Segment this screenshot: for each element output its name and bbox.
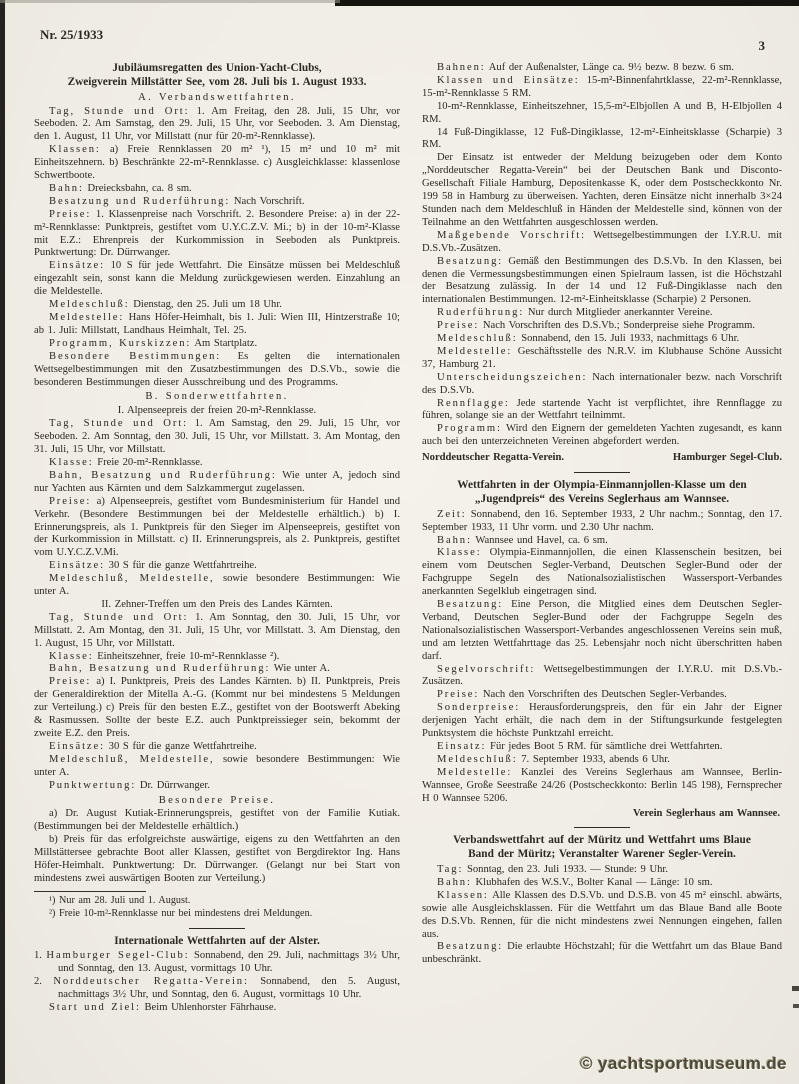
paragraph: [422, 509, 782, 535]
paragraph: [34, 418, 400, 457]
club-name: Hamburger Segel-Club:: [46, 950, 190, 962]
section-heading-a: A. Verbandswettfahrten.: [138, 91, 296, 103]
paragraph: [422, 877, 782, 890]
field-text: Eine Person, die Mitglied eines dem Deutschen Segler-Verband, Deutschen Segler-Bund oder der Fachgruppe Segeln des Nationalsozialistischen Wassersport-Verbandes angeschlossenen Vereins sein muß, und am letzten Wettfahrttage das 25. Lebensjahr noch nicht überschritten haben darf.: [422, 599, 783, 662]
scan-edge-top: [335, 0, 799, 6]
paragraph: [34, 496, 400, 561]
field-text: 10 S für jede Wettfahrt. Die Einsätze müssen bei Meldeschluß eingezahlt sein, sonst kann die Meldung zurückgewiesen werden. Einzahlung an die Meldestelle.: [34, 260, 400, 298]
field-label: Unterscheidungszeichen:: [437, 371, 588, 383]
field-text: 15-m²-Binnenfahrtklasse, 22-m²-Rennklasse, 15-m²-Rennklasse 5 RM.: [422, 74, 782, 99]
paragraph: [34, 676, 400, 741]
field-label: Bahn:: [437, 534, 472, 546]
field-label: Programm, Kurskizzen:: [49, 337, 192, 349]
paragraph: [34, 457, 400, 470]
mueritz-article-title-line: Band der Müritz; Veranstalter Warener Segler-Verein.: [468, 848, 736, 861]
field-text: Kanzlei des Vereins Seglerhaus am Wannsee, Berlin-Wannsee, Große Seestraße 24/26 (Postscheckkonto: Berlin 145 198), Fernsprecher H 0 Wannsee 5206.: [422, 766, 782, 804]
field-text: 30 S für die ganze Wettfahrtreihe.: [108, 560, 257, 572]
list-number: 2.: [34, 976, 42, 988]
paragraph: [422, 890, 782, 942]
field-text: Nach den Vorschriften des Deutschen Segler-Verbandes.: [482, 689, 727, 701]
field-text: Nur durch Mitglieder anerkannter Vereine.: [527, 307, 713, 319]
paragraph: [34, 106, 400, 145]
footnote: ¹) Nur am 28. Juli und 1. August.: [49, 894, 191, 906]
paragraph: [34, 338, 400, 351]
article-divider: [574, 472, 630, 473]
field-text: Dr. Dürrwanger.: [139, 779, 210, 791]
signature-club: Verein Seglerhaus am Wannsee.: [632, 807, 780, 819]
field-label: Bahn, Besatzung und Ruderführung:: [49, 663, 271, 675]
field-text: Wie unter A.: [273, 663, 330, 675]
field-text: Wettsegelbestimmungen der I.Y.R.U. mit D.S.Vb.-Zusätzen.: [422, 663, 782, 688]
field-text: 7. September 1933, abends 6 Uhr.: [521, 753, 670, 765]
field-text: Wettsegelbestimmungen der I.Y.R.U. mit D.S.Vb.-Zusätzen.: [422, 229, 783, 254]
paragraph: [422, 547, 782, 599]
field-label: Klasse:: [49, 650, 94, 662]
paragraph: [422, 689, 782, 702]
field-text: Gemäß den Bestimmungen des D.S.Vb. In den Klassen, bei denen die Vermessungsbestimmungen einen Spielraum lassen, ist die Höchstzahl der Besatzung zulässig. In der 14 und 12 Fuß-Dingiklasse nach den internationalen Bestimmungen. 12-m²-Einheitsklasse (Scharpie) 2 Personen.: [422, 255, 783, 306]
field-text: Geschäftsstelle des N.R.V. im Klubhause Schöne Aussicht 37, Hamburg 21.: [422, 345, 782, 370]
issue-number: Nr. 25/1933: [40, 27, 104, 42]
field-text: a) Dr. August Kutiak-Erinnerungspreis, gestiftet von der Familie Kutiak. (Bestimmungen bei der Meldestelle erhältlich.): [34, 808, 400, 833]
field-label: Tag, Stunde und Ort:: [49, 418, 189, 430]
field-label: Tag:: [437, 864, 464, 876]
field-text: Wie unter A, jedoch sind nur Yachten aus Kärnten und dem Salzkammergut zugelassen.: [34, 469, 400, 494]
field-text: 1. Klassenpreise nach Vorschrift. 2. Besondere Preise: a) in der 22-m²-Rennklasse: Punktpreis, gestiftet vom U.Y.C.Z.V. Mi.; b) in der 10-m²-Klasse mit E.Z.: Ehrenpreis der Kurkommission in Seeboden als Punktpreis. Punktwertung: Dr. Dürrwanger.: [34, 208, 400, 259]
field-label: Preise:: [49, 676, 92, 688]
field-text: Sonnabend, den 29. Juli, nachmittags 3½ Uhr, und Sonntag, den 13. August, vormittags 10 Uhr.: [58, 950, 400, 975]
article-divider: [189, 928, 245, 929]
field-label: Meldestelle:: [437, 766, 513, 778]
paragraph: [34, 351, 400, 390]
paragraph: [422, 535, 782, 548]
paragraph: [422, 754, 782, 767]
right-column: [422, 62, 782, 1015]
paragraph: [422, 152, 782, 229]
field-label: Bahn, Besatzung und Ruderführung:: [49, 469, 277, 481]
paragraph: [422, 767, 782, 806]
mueritz-article-title-line: Verbandswettfahrt auf der Müritz und Wettfahrt ums Blaue: [453, 834, 751, 847]
signature-club-left: Norddeutscher Regatta-Verein.: [422, 452, 565, 464]
field-label: Preise:: [437, 689, 480, 701]
field-label: Bahn:: [437, 876, 472, 888]
field-text: Alle Klassen des D.S.Vb. und D.S.B. von 45 m² einschl. abwärts, sowie alle Ausgleichsklassen. Für die Wettfahrt um das Blaue Band alle Boote des D.S.Vb. Rennen, für die nicht mindestens zwei Nennungen eingehen, fallen aus.: [422, 889, 782, 940]
field-text: a) Freie Rennklassen 20 m² ¹), 15 m² und 10 m² mit Einheitszehnern. b) Beschränkte 22-m²-Rennklasse. c) Ausgleichklasse: klassenlose Schwertboote.: [34, 144, 401, 182]
field-label: Preise:: [49, 208, 92, 220]
field-label: Einsätze:: [49, 260, 105, 272]
paragraph: [422, 398, 782, 424]
article-divider: [574, 827, 630, 828]
field-text: 14 Fuß-Dingiklasse, 12 Fuß-Dingiklasse, 12-m²-Einheitsklasse (Scharpie) 3 RM.: [422, 126, 782, 151]
field-label: Segelvorschrift:: [437, 663, 536, 675]
field-label: Meldestelle:: [437, 345, 513, 357]
scan-edge-left: [0, 0, 5, 1084]
paragraph: [34, 560, 400, 573]
field-label: Bahnen:: [437, 62, 486, 73]
list-item: [34, 976, 400, 1002]
paragraph: [422, 864, 782, 877]
watermark: © yachtsportmuseum.de: [579, 1054, 787, 1073]
field-text: Nach Vorschrift.: [233, 195, 305, 207]
section-heading-b: B. Sonderwettfahrten.: [145, 391, 289, 403]
field-text: Jede startende Yacht ist verpflichtet, ihre Rennflagge zu führen, solange sie an der Wettfahrt teilnimmt.: [422, 397, 782, 422]
paragraph: [422, 702, 782, 741]
scan-edge-top-faint: [0, 0, 340, 3]
field-text: Wird den Eignern der gemeldeten Yachten zugesandt, es kann auch bei den unterzeichneten Vereinen abgefordert werden.: [422, 423, 782, 448]
field-label: Besatzung:: [437, 941, 504, 953]
field-label: Klassen:: [49, 144, 101, 156]
field-text: Hans Höfer-Heimhalt, bis 1. Juli: Wien III, Hintzerstraße 10; ab 1. Juli: Millstatt, Landhaus Heimhalt, Tel. 25.: [34, 312, 400, 336]
article-title-line: Zweigverein Millstätter See, vom 28. Juli bis 1. August 1933.: [67, 75, 367, 88]
field-label: Tag, Stunde und Ort:: [49, 611, 189, 623]
paragraph: [34, 663, 400, 676]
field-text: a) I. Punktpreis, Preis des Landes Kärnten. b) II. Punktpreis, Preis der Generaldirektion der Mitella A.-G. (Kommt nur bei mindestens 5 Meldungen zur Verteilung.) c) Preis für den besten E.Z., gestiftet von der Bootswerft Abeking & Rasmussen. Sollte der beste E.Z. auch Punktpreissieger sein, bekommt der zweite E.Z. den Preis.: [34, 676, 400, 739]
paragraph: [422, 256, 782, 308]
field-text: 1. Am Freitag, den 28. Juli, 15 Uhr, vor Seeboden. 2. Am Samstag, den 29. Juli, 15 Uhr, vor Seeboden. 3. Am Dienstag, den 1. August, 11 Uhr, vor Millstatt (nur für 20-m²-Rennklasse).: [34, 105, 400, 143]
field-text: Nach internationaler bezw. nach Vorschrift des D.S.Vb.: [422, 371, 782, 396]
field-text: b) Preis für das erfolgreichste auswärtige, eigens zu den Wettfahrten an den Millstättersee gebrachte Boot aller Klassen, gestiftet von Bergdirektor Ing. Hans Höfer-Heimhalt. Punktwertung: Dr. Dürrwanger. (Gelangt nur bei Start von mindestens zwei auswärtigen Booten zur Verteilung.): [34, 834, 400, 884]
left-column: [34, 62, 400, 1015]
paragraph: [422, 75, 782, 101]
field-text: Dreiecksbahn, ca. 8 sm.: [87, 182, 192, 194]
list-item: [34, 950, 400, 976]
field-label: Einsätze:: [49, 740, 105, 752]
paragraph: [34, 183, 400, 196]
field-text: sowie besondere Bestimmungen: Wie unter A.: [34, 573, 400, 598]
field-text: Einheitszehner, freie 10-m²-Rennklasse ²).: [97, 650, 280, 662]
signature-club-right: Hamburger Segel-Club.: [672, 452, 782, 464]
field-label: Meldestelle:: [49, 312, 125, 323]
field-text: Der Einsatz ist entweder der Meldung beizugeben oder dem Konto „Norddeutscher Regatta-Verein“ bei der Deutschen Bank und Disconto-Gesellschaft Filiale Hamburg, Depositenkasse K, oder dem Postscheckkonto Nr. 199 58 in Hamburg zu überweisen. Yachten, deren Einsätze nicht innerhalb 3×24 Stunden nach dem Meldeschluß in Händen der Meldestelle sind, können von der Teilnahme an den Wettfahrten ausgeschlossen werden.: [422, 152, 782, 228]
signature-row: [422, 452, 782, 465]
field-text: 1. Am Sonntag, den 30. Juli, 15 Uhr, vor Millstatt. 2. Am Montag, den 31. Juli, 15 Uhr, vor Millstatt. 3. Am Dienstag, den 1. August, 15 Uhr, vor Millstatt.: [34, 611, 400, 649]
field-label: Maßgebende Vorschrift:: [437, 229, 586, 241]
paragraph: [422, 62, 782, 75]
field-label: Programm:: [437, 423, 502, 435]
paragraph: [34, 260, 400, 299]
paragraph: [34, 780, 400, 793]
paragraph: [34, 651, 400, 664]
field-label: Einsatz:: [437, 741, 487, 752]
scan-edge-mark: [792, 986, 799, 991]
paragraph: [34, 299, 400, 312]
paragraph: [34, 808, 400, 834]
footnote-rule: [34, 891, 146, 892]
field-text: Dienstag, den 25. Juli um 18 Uhr.: [133, 299, 282, 311]
field-label: Klasse:: [437, 547, 482, 559]
article-title-line: Jubiläumsregatten des Union-Yacht-Clubs,: [112, 62, 322, 74]
paragraph: [422, 230, 782, 256]
paragraph: [422, 101, 782, 127]
list-number: 1.: [34, 950, 42, 962]
field-label: Start und Ziel:: [49, 1002, 141, 1014]
field-text: Sonnabend, den 16. September 1933, 2 Uhr nachm.; Sonntag, den 17. September 1933, 11 Uhr vorm. und 2.30 Uhr nachm.: [422, 508, 782, 533]
field-label: Zeit:: [437, 508, 467, 520]
paragraph: [34, 754, 400, 780]
paragraph: [422, 372, 782, 398]
wannsee-article-title-line: Wettfahrten in der Olympia-Einmannjollen-Klasse um den: [457, 479, 747, 492]
field-label: Tag, Stunde und Ort:: [49, 105, 190, 117]
paragraph: [34, 470, 400, 496]
paragraph: [422, 941, 782, 967]
paragraph: [34, 144, 400, 183]
paragraph: [422, 664, 782, 690]
two-column-layout: [34, 62, 786, 1015]
field-text: sowie besondere Bestimmungen: Wie unter A.: [34, 753, 400, 778]
footnote: ²) Freie 10-m²-Rennklasse nur bei mindestens drei Meldungen.: [49, 907, 313, 919]
alster-article-title: Internationale Wettfahrten auf der Alster.: [114, 934, 320, 947]
scan-edge-mark: [793, 1004, 799, 1008]
field-label: Klassen:: [437, 889, 489, 901]
field-text: Sonnabend, den 5. August, nachmittags 3½ Uhr, und Sonntag, den 6. August, vormittags 10 Uhr.: [58, 976, 400, 1001]
field-label: Klasse:: [49, 456, 94, 468]
paragraph: [34, 1002, 400, 1015]
field-text: Wannsee und Havel, ca. 6 sm.: [475, 534, 608, 546]
field-label: Meldeschluß, Meldestelle,: [49, 753, 215, 765]
field-label: Meldeschluß:: [437, 333, 518, 345]
club-name: Norddeutscher Regatta-Verein:: [53, 976, 249, 988]
field-label: Besondere Bestimmungen:: [49, 350, 222, 362]
field-label: Bahn:: [49, 182, 84, 194]
field-label: Meldeschluß:: [437, 753, 518, 765]
field-label: Meldeschluß:: [49, 299, 130, 311]
field-label: Meldeschluß, Meldestelle,: [49, 573, 215, 585]
field-label: Punktwertung:: [49, 779, 137, 791]
field-text: Die erlaubte Höchstzahl; für die Wettfahrt um das Blaue Band unbeschränkt.: [422, 941, 782, 966]
paragraph: [34, 573, 400, 599]
field-text: Olympia-Einmannjollen, die einen Klassenschein besitzen, bei einem vom Deutschen Segler-Verband, Deutschen Segler-Bund oder der Fachgruppe Segeln des Nationalsozialistischen Wassersport-Verbandes anerkannten Segelklub eingetragen sind.: [422, 547, 782, 598]
field-label: Klassen und Einsätze:: [437, 74, 580, 86]
field-label: Besatzung und Ruderführung:: [49, 195, 231, 207]
field-text: 10-m²-Rennklasse, Einheitszehner, 15,5-m²-Elbjollen A und B, H-Elbjollen 4 RM.: [422, 100, 782, 125]
field-text: 1. Am Samstag, den 29. Juli, 15 Uhr, vor Seeboden. 2. Am Sonntag, den 30. Juli, 15 Uhr, vor Millstatt. 3. Am Montag, den 31. Juli, 15 Uhr, vor Millstatt.: [34, 418, 400, 456]
field-text: Für jedes Boot 5 RM. für sämtliche drei Wettfahrten.: [490, 741, 723, 752]
subsection-heading-1: I. Alpenseepreis der freien 20-m²-Rennklasse.: [117, 405, 317, 417]
field-text: Sonnabend, den 15. Juli 1933, nachmittags 6 Uhr.: [521, 333, 740, 345]
field-label: Sonderpreise:: [437, 702, 521, 714]
field-label: Preise:: [437, 320, 480, 332]
field-label: Besatzung:: [437, 255, 504, 267]
paragraph: [422, 320, 782, 333]
field-label: Rennflagge:: [437, 397, 510, 409]
paragraph: [422, 346, 782, 372]
subsection-heading-2: II. Zehner-Treffen um den Preis des Landes Kärnten.: [101, 598, 333, 610]
paragraph: [422, 333, 782, 346]
paragraph: [422, 599, 782, 664]
paragraph: [422, 127, 782, 153]
field-text: Nach Vorschriften des D.S.Vb.; Sonderpreise siehe Programm.: [482, 320, 756, 332]
paragraph: [34, 834, 400, 886]
field-text: Am Startplatz.: [194, 337, 258, 349]
field-text: Beim Uhlenhorster Fährhause.: [144, 1002, 277, 1014]
field-text: Klubhafen des W.S.V., Bolter Kanal — Länge: 10 sm.: [475, 876, 713, 888]
field-text: Herausforderungspreis, den für ein Jahr der Eigner derjenigen Yacht erhält, die nach dem in der Stiftungsurkunde festgelegten Punktsystem die höchste Punktzahl erreicht.: [422, 702, 783, 740]
field-label: Einsätze:: [49, 560, 105, 572]
field-label: Ruderführung:: [437, 307, 525, 319]
paragraph: [34, 196, 400, 209]
field-label: Preise:: [49, 495, 92, 507]
paragraph: [34, 612, 400, 651]
field-label: Besatzung:: [437, 599, 504, 611]
field-text: Auf der Außenalster, Länge ca. 9½ bezw. 8 bezw. 6 sm.: [488, 62, 735, 73]
besondere-preise-heading: Besondere Preise.: [158, 794, 276, 806]
paragraph: [34, 312, 400, 338]
field-text: 30 S für die ganze Wettfahrtreihe.: [108, 740, 257, 752]
field-text: Freie 20-m²-Rennklasse.: [97, 456, 203, 468]
field-text: Sonntag, den 23. Juli 1933. — Stunde: 9 Uhr.: [466, 864, 669, 876]
paragraph: [34, 741, 400, 754]
wannsee-article-title-line: „Jugendpreis“ des Vereins Seglerhaus am Wannsee.: [474, 492, 730, 505]
paragraph: [422, 307, 782, 320]
page-number: 3: [758, 38, 765, 53]
field-text: a) Alpenseepreis, gestiftet vom Bundesministerium für Handel und Verkehr. (Besondere Bestimmungen bei der Meldestelle erhältlich.) b) I. Erinnerungspreis, als 1. Punktpreis für den Sieger im Alpenseepreis, gestiftet von der Kurkommission in Millstatt. c) II. Erinnerungspreis, als 2. Punktpreis, gestiftet vom U.Y.C.Z.V.Mi.: [34, 495, 400, 559]
paragraph: [422, 423, 782, 449]
paragraph: [34, 209, 400, 261]
paragraph: [422, 741, 782, 754]
field-text: Es gelten die internationalen Wettsegelbestimmungen mit den Zusatzbestimmungen des D.S.Vb., sowie die besonderen Bestimmungen dieser Ausschreibung und des Programms.: [34, 350, 400, 388]
